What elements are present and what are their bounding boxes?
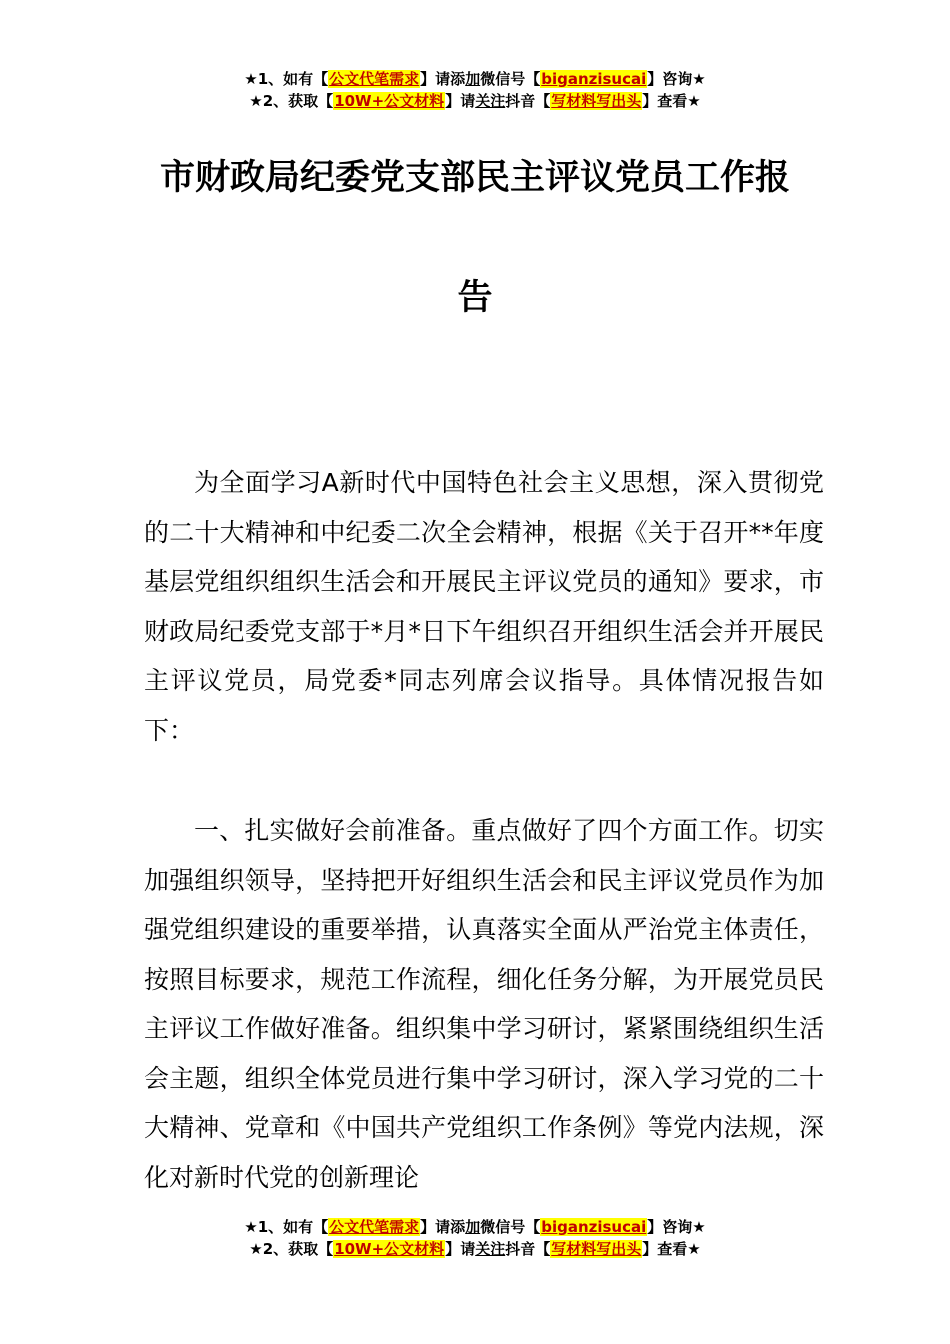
promo-text: 】查看★: [642, 92, 701, 110]
promo-emphasis: 关注: [475, 92, 506, 110]
promo-text: 】查看★: [642, 1240, 701, 1258]
promo-line-2: [0, 90, 950, 112]
promo-highlight: 公文代笔需求: [329, 1218, 420, 1236]
promo-text: 】请添: [420, 70, 466, 88]
promo-emphasis: 加: [465, 1218, 481, 1236]
promo-text: ★2、获取【: [249, 92, 334, 110]
promo-text: ★2、获取【: [249, 1240, 334, 1258]
promo-text: 】请: [445, 1240, 476, 1258]
document-title: 市财政局纪委党支部民主评议党员工作报: [159, 158, 790, 198]
paragraph-section-1: 一、扎实做好会前准备。重点做好了四个方面工作。切实加强组织领导，坚持把开好组织生活会和民主评议党员作为加强党组织建设的重要举措，认真落实全面从严治党主体责任，按照目标要求，规范工作流程，细化任务分解，为开展党员民主评议工作做好准备。组织集中学习研讨，紧紧围绕组织生活会主题，组织全体党员进行集中学习研讨，深入学习党的二十大精神、党章和《中国共产党组织工作条例》等党内法规，深化对新时代党的创新理论: [144, 816, 824, 1192]
promo-text: 抖音【: [505, 92, 551, 110]
promo-text: 】咨询★: [647, 70, 706, 88]
promo-banner-bottom: [0, 1216, 950, 1260]
promo-highlight: 写材料写出头: [551, 1240, 642, 1258]
promo-text: 微信号【: [480, 1218, 541, 1236]
promo-text: ★1、如有【: [244, 70, 329, 88]
promo-banner-top: [0, 68, 950, 112]
document-title-continued: 告: [457, 278, 493, 318]
promo-emphasis: 关注: [475, 1240, 506, 1258]
promo-text: 】请: [445, 92, 476, 110]
promo-line-1: [0, 1216, 950, 1238]
promo-text: ★1、如有【: [244, 1218, 329, 1236]
promo-emphasis: 加: [465, 70, 481, 88]
promo-highlight: 10W+公文材料: [334, 92, 445, 110]
promo-highlight: biganzisucai: [541, 70, 647, 88]
promo-line-1: [0, 68, 950, 90]
promo-text: 】请添: [420, 1218, 466, 1236]
promo-text: 】咨询★: [647, 1218, 706, 1236]
promo-highlight: 公文代笔需求: [329, 70, 420, 88]
promo-highlight: biganzisucai: [541, 1218, 647, 1236]
paragraph-intro: 为全面学习A新时代中国特色社会主义思想，深入贯彻党的二十大精神和中纪委二次全会精神，根据《关于召开**年度基层党组织组织生活会和开展民主评议党员的通知》要求，市财政局纪委党支部于*月*日下午组织召开组织生活会并开展民主评议党员，局党委*同志列席会议指导。具体情况报告如下：: [144, 468, 824, 745]
promo-highlight: 写材料写出头: [551, 92, 642, 110]
promo-line-2: [0, 1238, 950, 1260]
promo-highlight: 10W+公文材料: [334, 1240, 445, 1258]
promo-text: 抖音【: [505, 1240, 551, 1258]
promo-text: 微信号【: [480, 70, 541, 88]
